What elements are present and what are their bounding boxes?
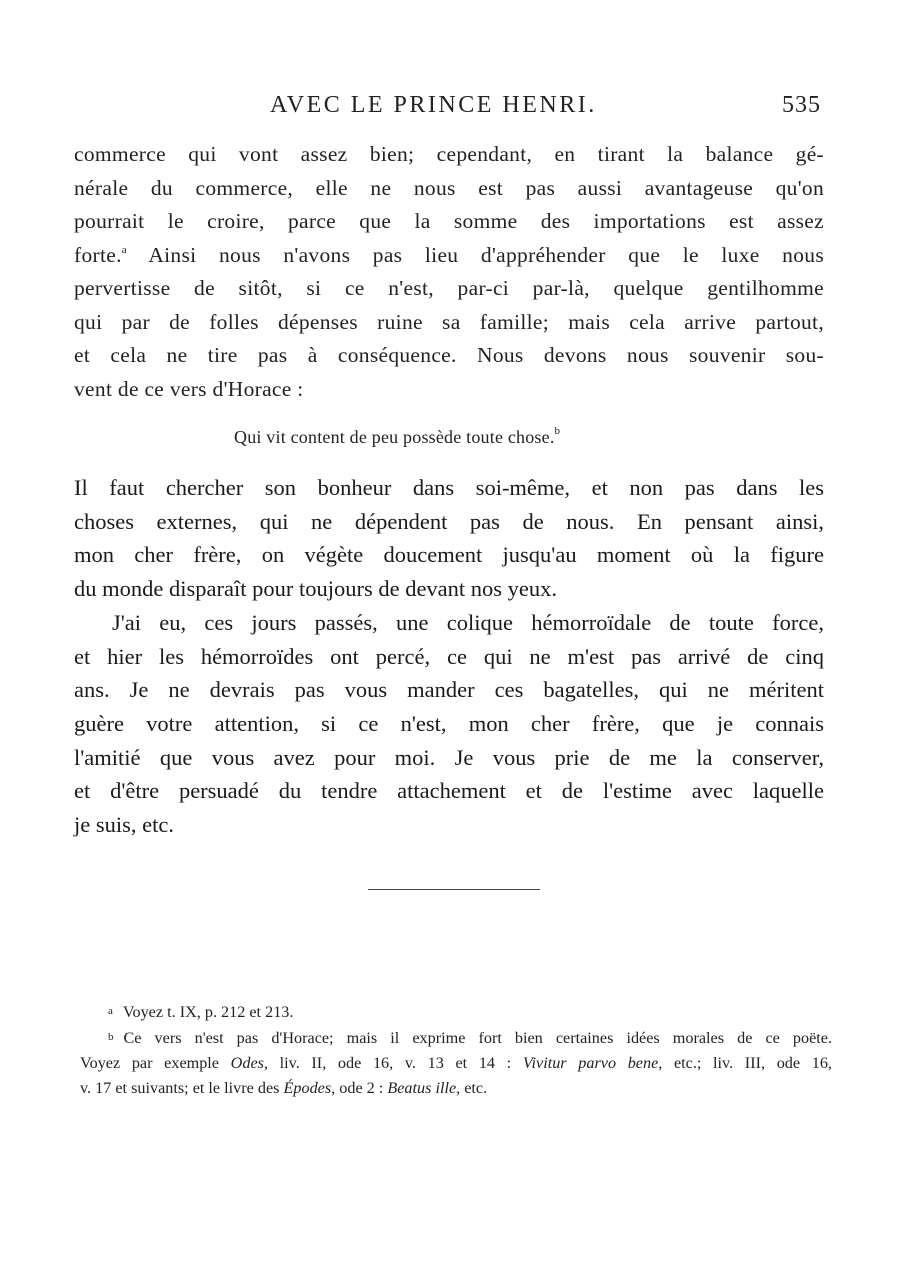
text-line: et hier les hémorroïdes ont percé, ce qui ne m'est pas arrivé de cinq (74, 643, 824, 669)
verse-text: Qui vit content de peu possède toute chose. (234, 427, 555, 447)
page-number: 535 (782, 92, 821, 118)
footnote-ref-a: a (121, 243, 127, 256)
running-head (0, 92, 900, 124)
footnote-text: v. 17 et suivants; et le livre des (80, 1079, 284, 1097)
lower-paragraphs (74, 471, 824, 842)
text-line: qui par de folles dépenses ruine sa famille; mais cela arrive partout, (74, 309, 824, 334)
footnote-text: Voyez par exemple (80, 1054, 231, 1072)
text-fragment: Ainsi nous n'avons pas lieu d'appréhender que le luxe nous (126, 242, 824, 267)
text-line: du monde disparaît pour toujours de devant nos yeux. (74, 576, 558, 602)
footnote-text: , etc. (456, 1079, 488, 1097)
footnote-b (80, 1025, 832, 1051)
book-title: Épodes (283, 1079, 332, 1097)
text-line: mon cher frère, on végète doucement jusqu'au moment où la figure (74, 542, 824, 568)
text-line: nérale du commerce, elle ne nous est pas aussi avantageuse qu'on (74, 175, 824, 200)
footnote-text: , liv. II, ode 16, v. 13 et 14 : (263, 1054, 523, 1072)
text-line (74, 239, 824, 273)
footnote-ref-b: b (554, 425, 561, 437)
footnote-text: Ce vers n'est pas d'Horace; mais il exprime fort bien certaines idées morales de ce poëte. (123, 1029, 832, 1047)
footnote-text: , etc.; liv. III, ode 16, (658, 1054, 832, 1072)
text-line: commerce qui vont assez bien; cependant, en tirant la balance gé- (74, 142, 824, 166)
text-line: ans. Je ne devrais pas vous mander ces bagatelles, qui ne méritent (74, 677, 824, 703)
footnote-mark: a (108, 1005, 113, 1017)
text-fragment: forte. (74, 242, 122, 267)
text-line: pourrait le croire, parce que la somme des importations est assez (74, 209, 824, 233)
text-line: pervertisse de sitôt, si ce n'est, par-ci par-là, quelque gentilhomme (74, 276, 824, 300)
text-line: vent de ce vers d'Horace : (74, 376, 304, 401)
text-line: J'ai eu, ces jours passés, une colique hémorroïdale de toute force, (112, 609, 824, 635)
section-divider (368, 889, 540, 890)
latin-quote: Vivitur parvo bene (522, 1054, 659, 1072)
text-line: Il faut chercher son bonheur dans soi-même, et non pas dans les (74, 475, 824, 500)
footnote-mark: b (108, 1031, 114, 1043)
footnotes (80, 999, 832, 1101)
text-line: et cela ne tire pas à conséquence. Nous devons nous souvenir sou- (74, 343, 824, 367)
footnote-b-continued (80, 1076, 832, 1101)
text-line: choses externes, qui ne dépendent pas de nous. En pensant ainsi, (74, 508, 824, 534)
upper-paragraph (74, 138, 824, 406)
book-title: Odes (230, 1054, 264, 1072)
latin-quote: Beatus ille (387, 1079, 457, 1097)
footnote-text: , ode 2 : (331, 1079, 388, 1097)
footnote-text: Voyez t. IX, p. 212 et 213. (122, 1003, 294, 1021)
running-title: AVEC LE PRINCE HENRI. (270, 92, 597, 118)
text-line: et d'être persuadé du tendre attachement et de l'estime avec laquelle (74, 778, 824, 804)
text-line: je suis, etc. (74, 812, 174, 838)
verse-quote (234, 423, 560, 451)
text-line: l'amitié que vous avez pour moi. Je vous prie de me la conserver, (74, 744, 824, 770)
text-line: guère votre attention, si ce n'est, mon cher frère, que je connais (74, 710, 824, 736)
footnote-a (80, 999, 832, 1025)
footnote-b-continued (80, 1051, 832, 1076)
